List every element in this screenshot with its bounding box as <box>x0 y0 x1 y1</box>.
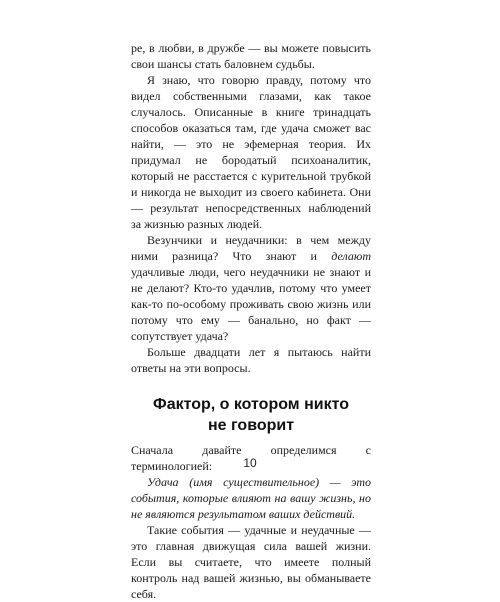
definition-text: Удача (имя существительное) — это события, которые влияют на вашу жизнь, но не являются результатом ваших действий. <box>131 475 371 521</box>
paragraph-continuation: ре, в любви, в дружбе — вы можете повысить свои шансы стать баловнем судьбы. <box>131 41 371 71</box>
paragraph-driving-force: Такие события — удачные и неудачные — это главная движущая сила вашей жизни. Если вы считаете, что имеете полный контроль над вашей жизнью, вы обманываете себя. <box>131 523 371 601</box>
page-number: 10 <box>243 456 257 470</box>
section-heading <box>131 394 371 436</box>
paragraph-lucky-vs-unlucky <box>131 232 371 344</box>
paragraph-text-start: Везунчики и неудачники: в чем между ними разница? Что знают и <box>131 233 371 263</box>
book-page <box>131 40 371 602</box>
section-heading-line-2: не говорит <box>207 417 295 434</box>
paragraph-definition <box>131 474 371 522</box>
paragraph-twenty-years: Больше двадцати лет я пытаюсь найти ответы на эти вопросы. <box>131 345 371 375</box>
paragraph-text-end: удачливые люди, чего неудачники не знают и не делают? Кто-то удачлив, потому что умеет как-то по-особому проживать свою жизнь или потому что ему — банально, но факт — сопутствует удача? <box>131 265 371 343</box>
emphasized-word: делают <box>331 249 371 263</box>
paragraph-truth: Я знаю, что говорю правду, потому что видел собственными глазами, как такое случалось. Описанные в книге тринадцать способов оказаться там, где удача сможет вас найти, — это не эфемерная теория. Их придумал не бородатый психоаналитик, который не расстается с курительной трубкой и никогда не выходит из своего кабинета. Они — результат непосредственных наблюдений за жизнью разных людей. <box>131 73 371 231</box>
paragraph-terminology: Сначала давайте определимся с терминологией: <box>131 443 371 473</box>
section-heading-line-1: Фактор, о котором никто <box>153 396 349 413</box>
